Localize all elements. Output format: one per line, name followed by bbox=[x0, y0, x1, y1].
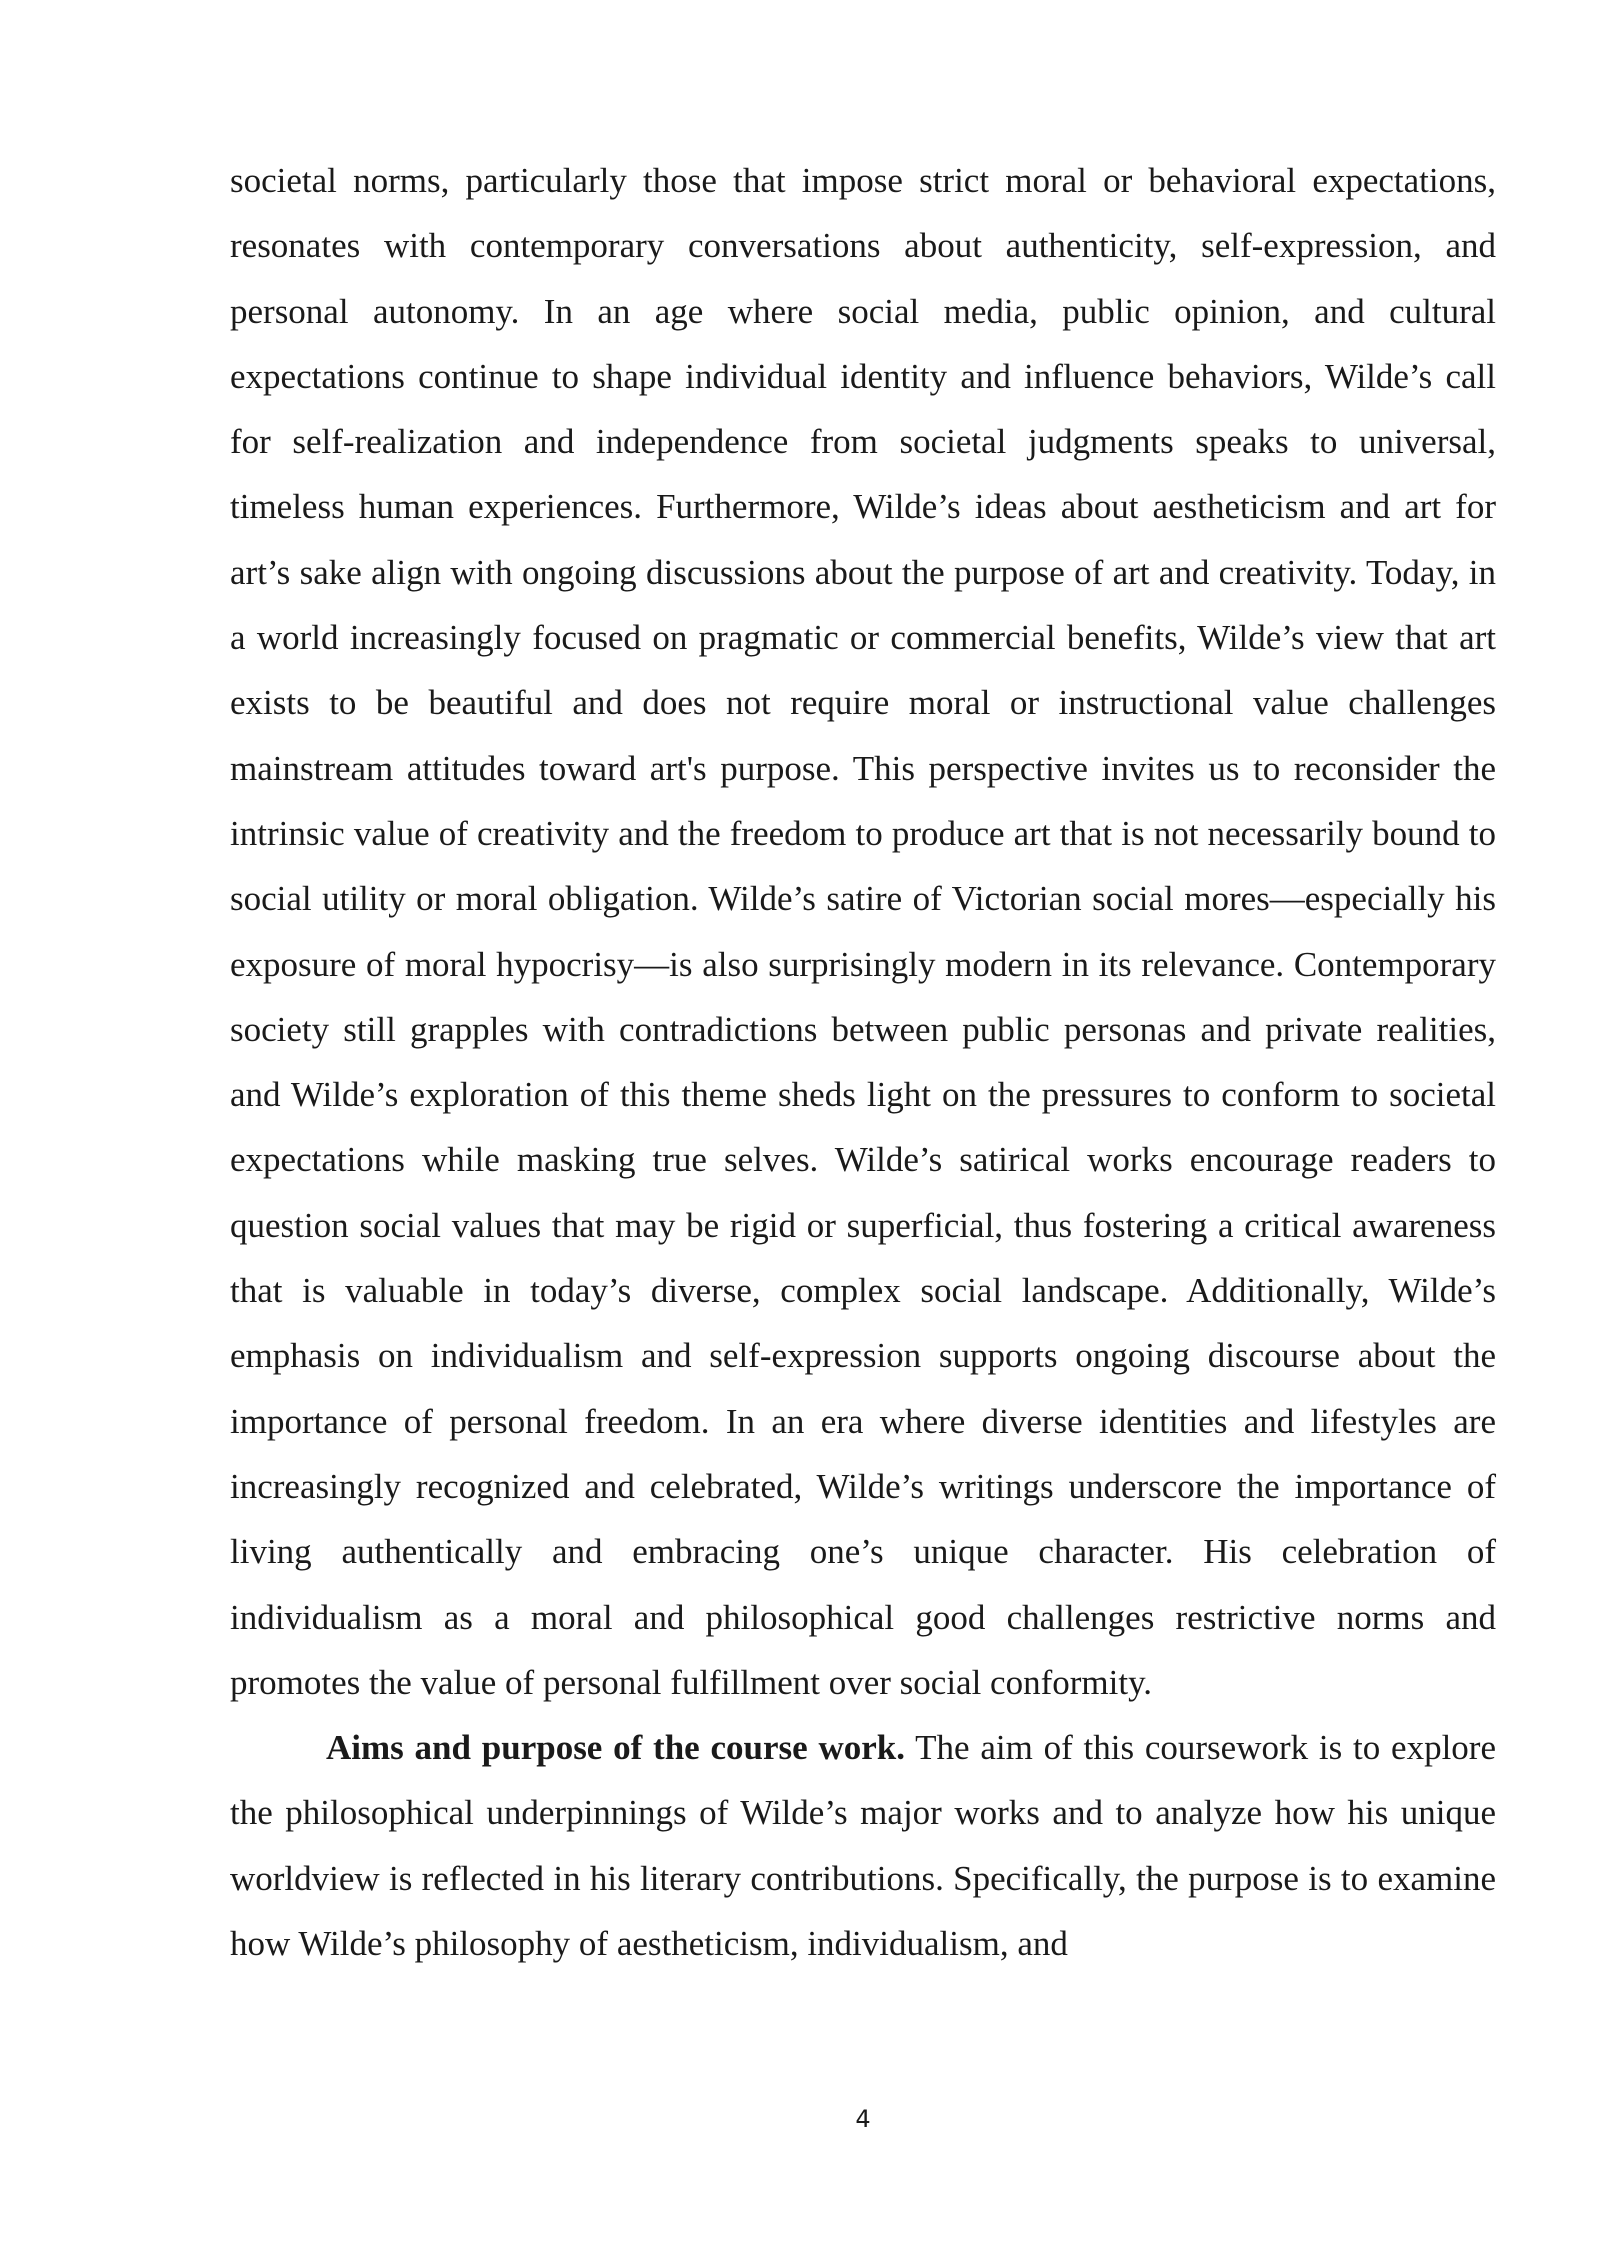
section-heading: Aims and purpose of the course work. bbox=[326, 1728, 905, 1768]
paragraph-text: The aim of this coursework is to explore the philosophical underpinnings of Wilde’s major works and to analyze how his unique worldview is reflected in his literary contributions. Specifically, the purpose is to examine how Wilde’s philosophy of aestheticism, individualism, and bbox=[230, 1728, 1496, 1964]
page-number: 4 bbox=[855, 2105, 871, 2133]
paragraph-text: societal norms, particularly those that impose strict moral or behavioral expectations, resonates with contemporary conversations about authenticity, self-expression, and personal autonomy. In an age where social media, public opinion, and cultural expectations continue to shape individual identity and influence behaviors, Wilde’s call for self-realization and independence from societal judgments speaks to universal, timeless human experiences. Furthermore, Wilde’s ideas about aestheticism and art for art’s sake align with ongoing discussions about the purpose of art and creativity. Today, in a world increasingly focused on pragmatic or commercial benefits, Wilde’s view that art exists to be beautiful and does not require moral or instructional value challenges mainstream attitudes toward art's purpose. This perspective invites us to reconsider the intrinsic value of creativity and the freedom to produce art that is not necessarily bound to social utility or moral obligation. Wilde’s satire of Victorian social mores—especially his exposure of moral hypocrisy—is also surprisingly modern in its relevance. Contemporary society still grapples with contradictions between public personas and private realities, and Wilde’s exploration of this theme sheds light on the pressures to conform to societal expectations while masking true selves. Wilde’s satirical works encourage readers to question social values that may be rigid or superficial, thus fostering a critical awareness that is valuable in today’s diverse, complex social landscape. Additionally, Wilde’s emphasis on individualism and self-expression supports ongoing discourse about the importance of personal freedom. In an era where diverse identities and lifestyles are increasingly recognized and celebrated, Wilde’s writings underscore the importance of living authentically and embracing one’s unique character. His celebration of individualism as a moral and philosophical good challenges restrictive norms and promotes the value of personal fulfillment over social conformity. bbox=[230, 161, 1496, 1702]
body-text bbox=[230, 148, 1496, 1976]
paragraph-aims bbox=[230, 1715, 1496, 1976]
paragraph-continuation bbox=[230, 148, 1496, 1715]
